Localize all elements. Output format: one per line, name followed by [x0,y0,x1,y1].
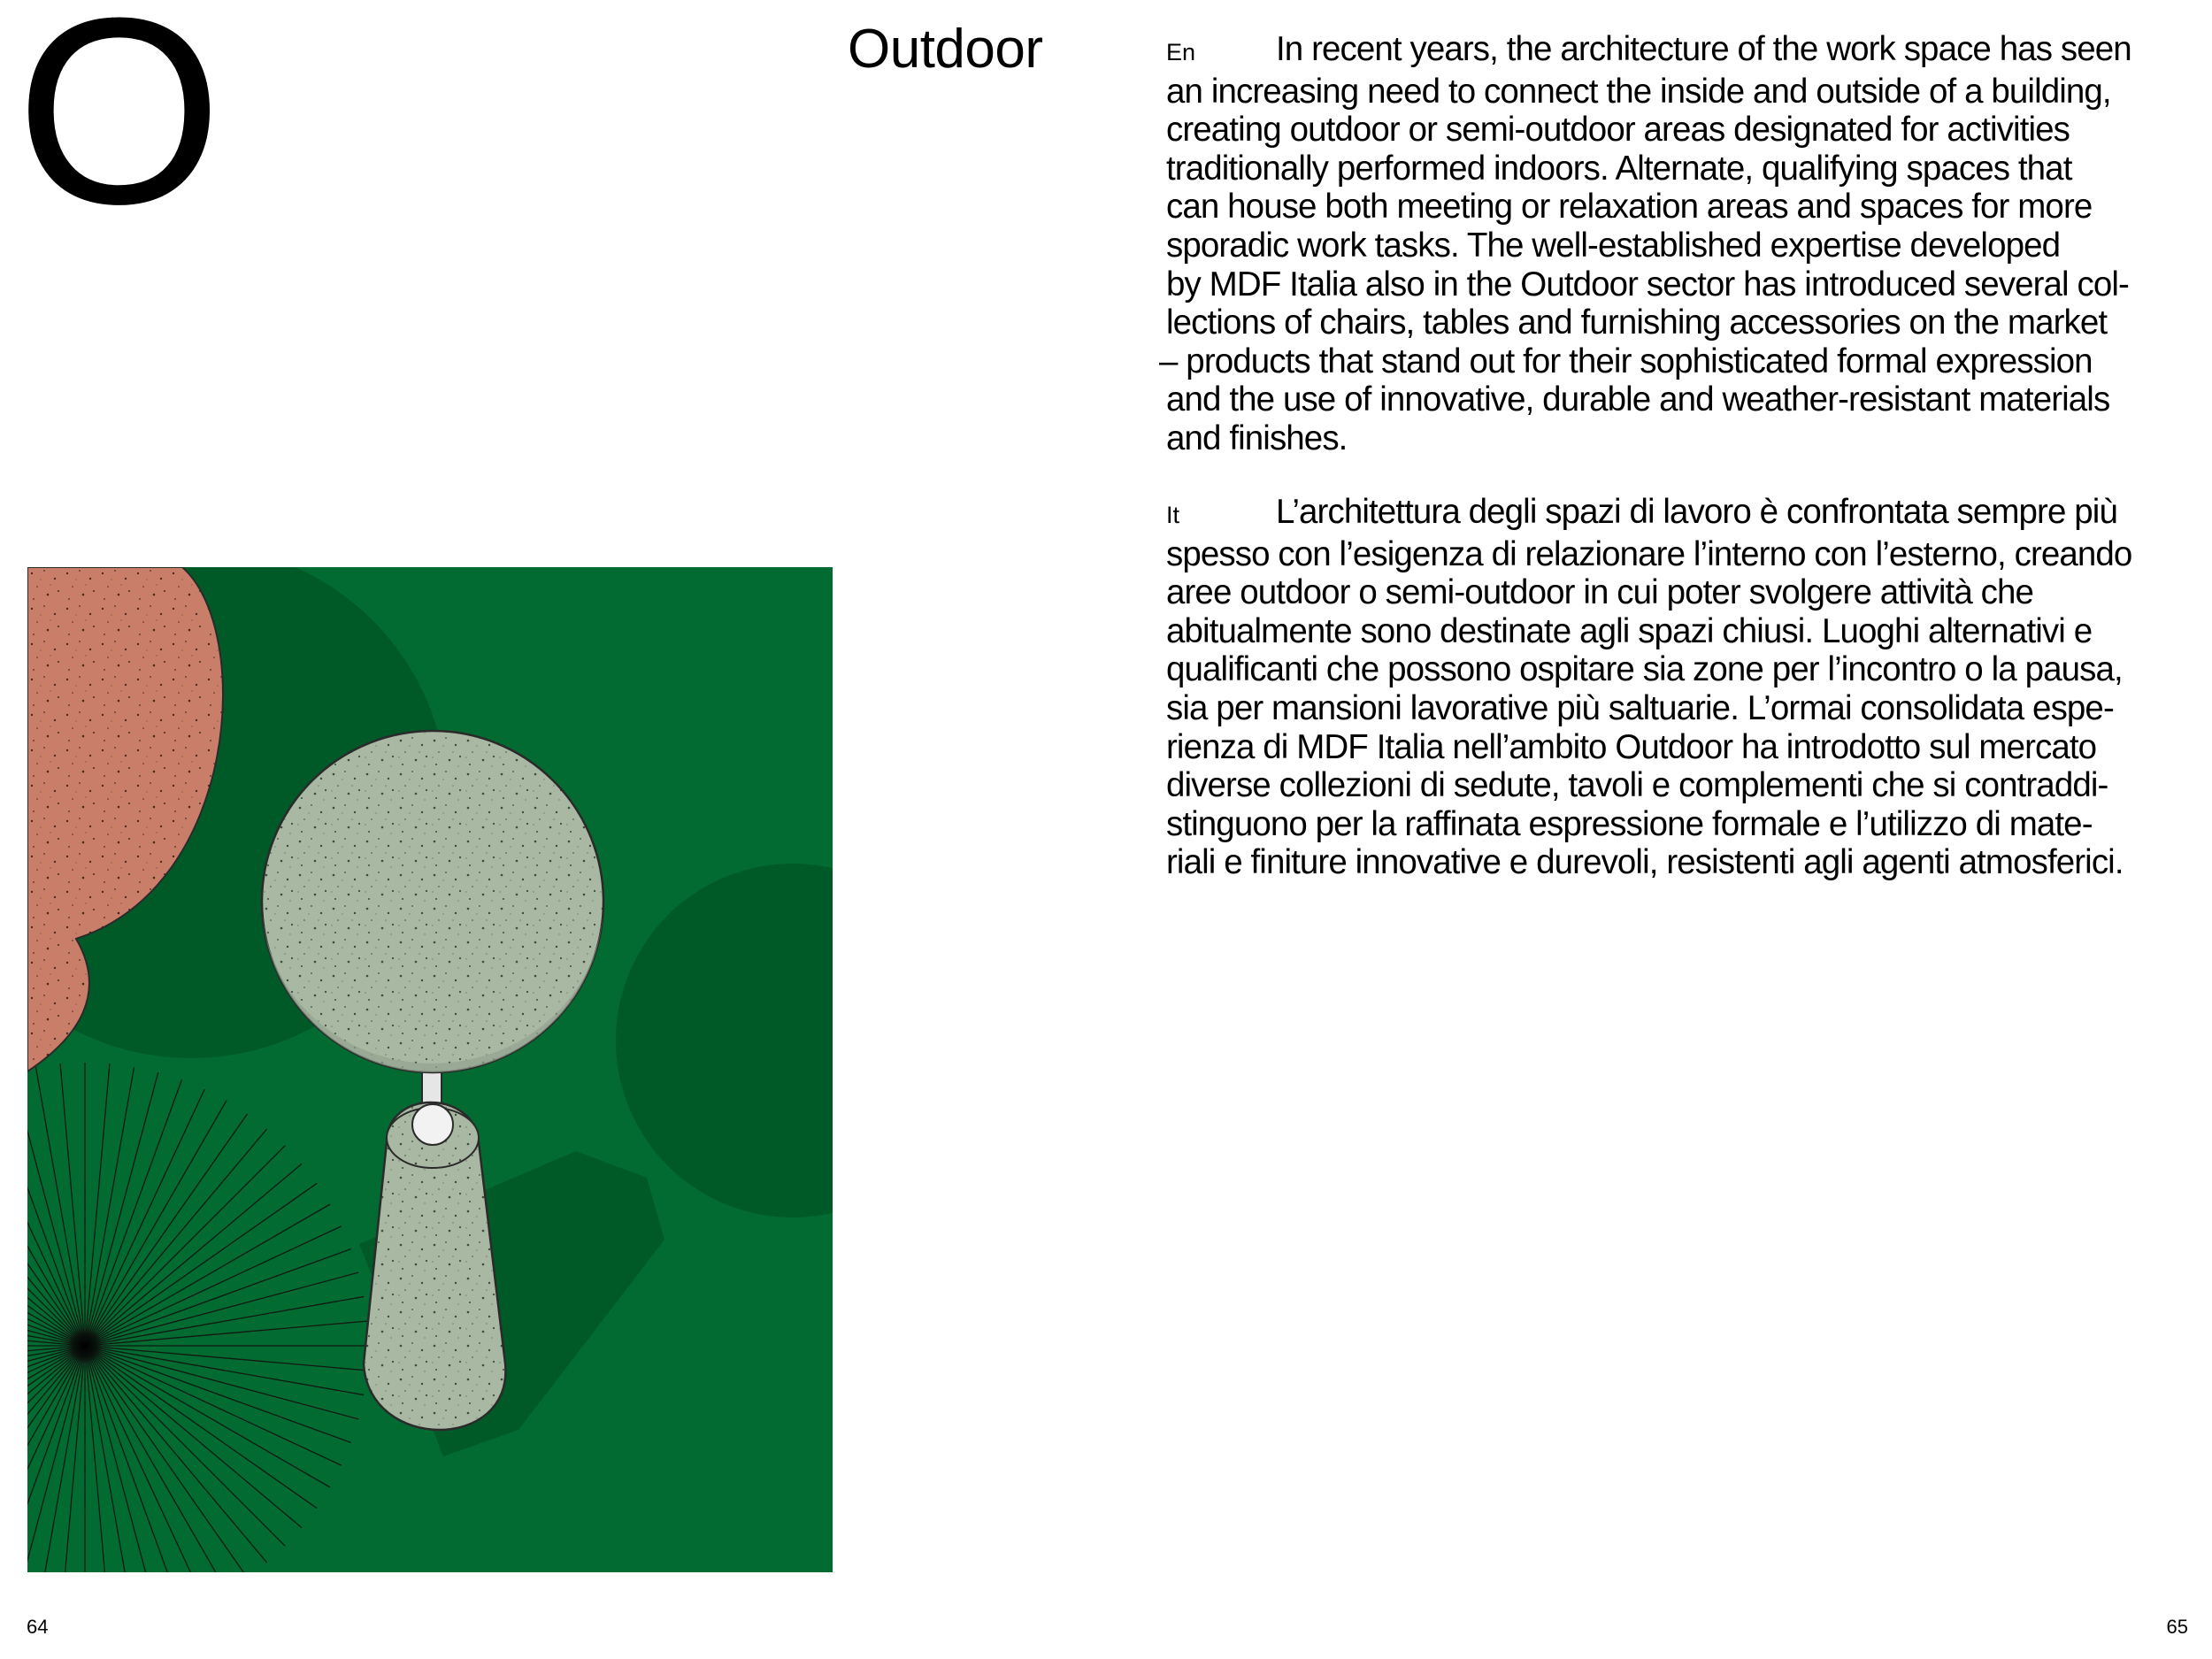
english-line: and finishes. [1166,419,1348,457]
italian-line: abitualmente sono destinate agli spazi chiusi. Luoghi alternativi e [1166,611,2093,650]
italian-line: qualificanti che possono ospitare sia zone per l’incontro o la pausa, [1166,650,2123,689]
english-line: by MDF Italia also in the Outdoor sector has introduced several col- [1166,265,2129,303]
english-line: lections of chairs, tables and furnishing accessories on the market [1166,303,2108,342]
italian-line: diverse collezioni di sedute, tavoli e complementi che si contraddi- [1166,766,2108,805]
lang-tag-it: It [1166,502,1180,528]
lang-tag-en: En [1166,39,1196,65]
italian-line: rienza di MDF Italia nell’ambito Outdoor ha introdotto sul mercato [1166,727,2097,766]
english-line: – products that stand out for their sophisticated formal expression [1159,342,2093,380]
english-line: creating outdoor or semi-outdoor areas designated for activities [1166,111,2070,150]
italian-text-block [1166,493,2197,882]
italian-line: riali e finiture innovative e durevoli, resistenti agli agenti atmosferici. [1166,843,2124,882]
english-line: sporadic work tasks. The well-established expertise developed [1166,226,2061,265]
table-joint [412,1104,453,1145]
outdoor-illustration [27,567,833,1572]
burst-center [67,1328,103,1363]
section-initial-letter: O [16,0,219,259]
page-number-left: 64 [27,1616,49,1638]
section-title: Outdoor [848,19,1043,80]
english-line: and the use of innovative, durable and weather-resistant materials [1166,380,2110,419]
italian-line-1: It L’architettura degli spazi di lavoro è confrontata sempre più [1166,493,2197,535]
english-text-block [1159,30,2197,458]
italian-line: sia per mansioni lavorative più saltuarie. L’ormai consolidata espe- [1166,688,2114,727]
italian-line: stinguono per la raffinata espressione formale e l’utilizzo di mate- [1166,804,2093,843]
italian-line: aree outdoor o semi-outdoor in cui poter svolgere attività che [1166,573,2033,612]
page-number-right: 65 [2166,1616,2188,1638]
english-line: an increasing need to connect the inside and outside of a building, [1166,72,2111,111]
english-line: traditionally performed indoors. Alternate, qualifying spaces that [1166,149,2072,188]
english-line-1: En In recent years, the architecture of the work space has seen [1166,30,2197,73]
english-line: can house both meeting or relaxation areas and spaces for more [1166,188,2093,227]
italian-line: spesso con l’esigenza di relazionare l’interno con l’esterno, creando [1166,534,2132,573]
